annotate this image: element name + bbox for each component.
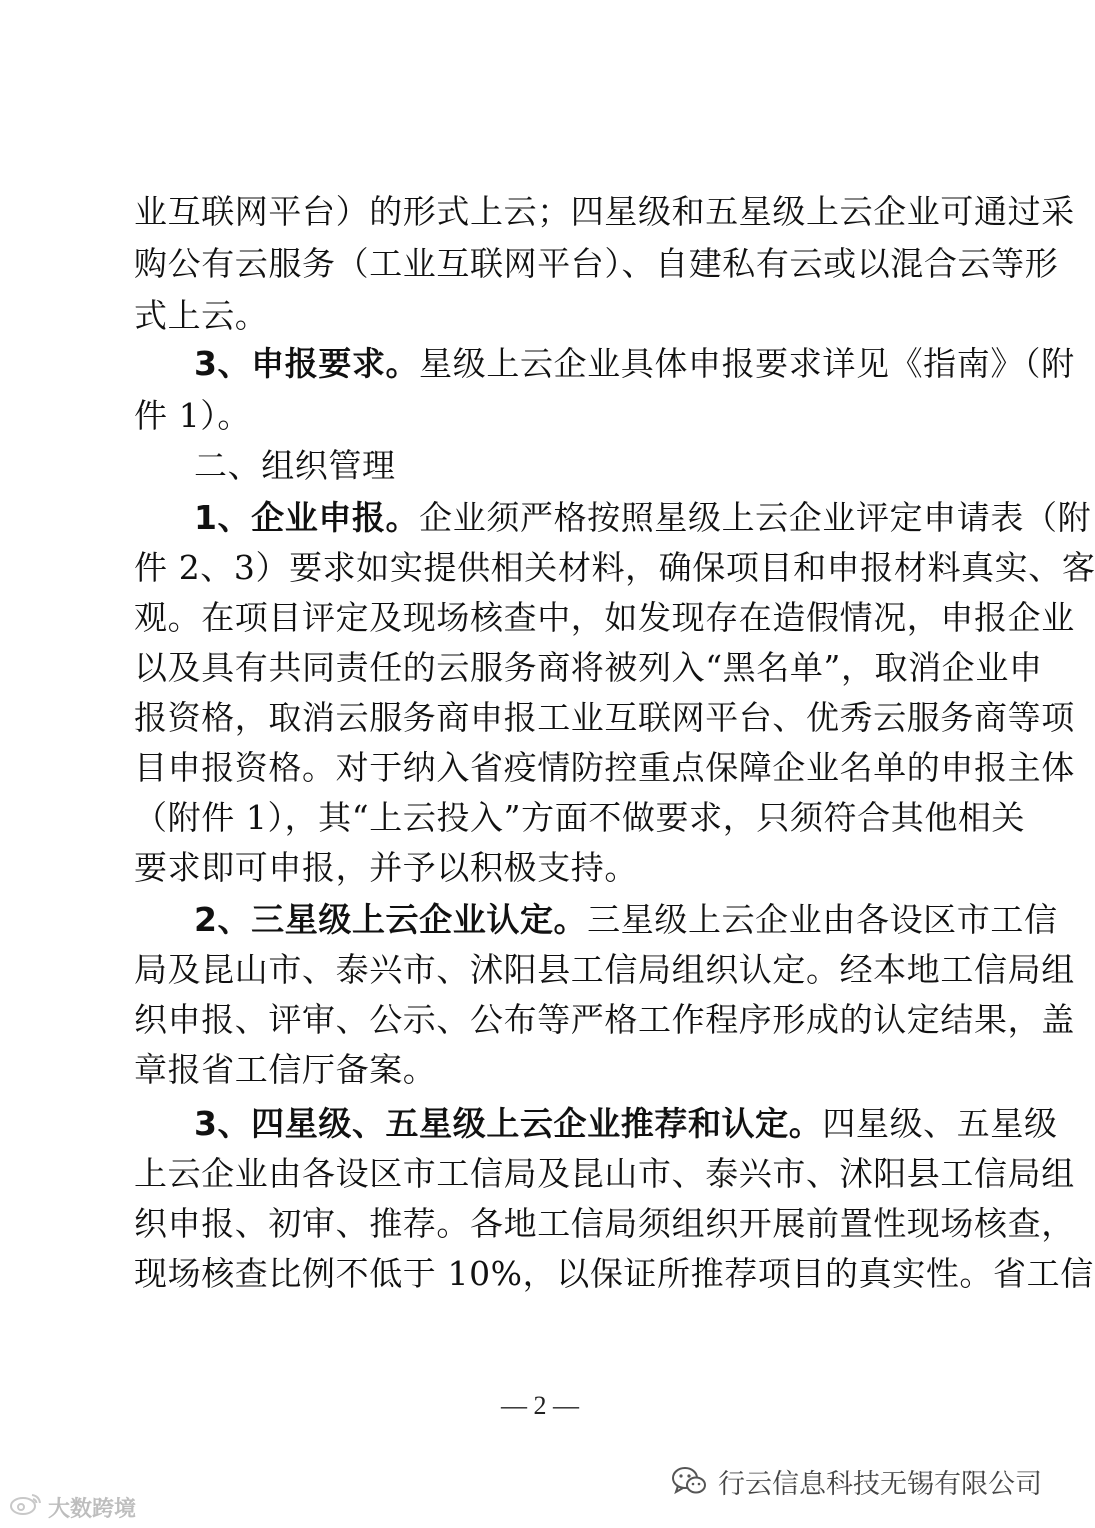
account-name: 行云信息科技无锡有限公司 [718,1468,1042,1500]
text-line: 织申报、初审、推荐。各地工信局须组织开展前置性现场核查， [134,1204,1075,1243]
source-watermark [8,1490,136,1524]
text-line: 件 1）。 [134,396,251,435]
text-line: 观。在项目评定及现场核查中，如发现存在造假情况，申报企业 [134,598,1075,637]
account-watermark [670,1458,1042,1504]
paragraph-heading-line: 3、申报要求。星级上云企业具体申报要求详见《指南》（附 [194,344,1075,383]
text-line: 购公有云服务（工业互联网平台）、自建私有云或以混合云等形 [134,244,1059,283]
bold-heading: 1、企业申报。 [194,498,420,537]
wechat-icon [670,1464,708,1498]
bold-heading: 3、申报要求。 [194,344,420,383]
text-line: 目申报资格。对于纳入省疫情防控重点保障企业名单的申报主体 [134,748,1075,787]
paragraph-heading-line: 3、四星级、五星级上云企业推荐和认定。四星级、五星级 [194,1104,1058,1143]
bold-heading: 2、三星级上云企业认定。 [194,900,588,939]
text-line: 局及昆山市、泰兴市、沭阳县工信局组织认定。经本地工信局组 [134,950,1075,989]
text-line: 现场核查比例不低于 10%，以保证所推荐项目的真实性。省工信 [134,1254,1094,1293]
text-line: 织申报、评审、公示、公布等严格工作程序形成的认定结果，盖 [134,1000,1075,1039]
weibo-icon [8,1491,44,1523]
source-text: 大数跨境 [48,1496,137,1522]
text-line: 业互联网平台）的形式上云；四星级和五星级上云企业可通过采 [134,192,1075,231]
text-line: 章报省工信厅备案。 [134,1050,437,1089]
page-number: — 2 — [501,1391,579,1420]
text-line: 报资格，取消云服务商申报工业互联网平台、优秀云服务商等项 [134,698,1075,737]
paragraph-heading-line: 2、三星级上云企业认定。三星级上云企业由各设区市工信 [194,900,1058,939]
text-line: 式上云。 [134,296,269,335]
text-line: 上云企业由各设区市工信局及昆山市、泰兴市、沭阳县工信局组 [134,1154,1075,1193]
text-line: （附件 1），其“上云投入”方面不做要求，只须符合其他相关 [134,798,1026,837]
section-heading: 二、组织管理 [194,446,396,485]
text-line: 要求即可申报，并予以积极支持。 [134,848,638,887]
bold-heading: 3、四星级、五星级上云企业推荐和认定。 [194,1104,823,1143]
paragraph-heading-line: 1、企业申报。企业须严格按照星级上云企业评定申请表（附 [194,498,1092,537]
text-line: 以及具有共同责任的云服务商将被列入“黑名单”，取消企业申 [134,648,1043,687]
text-line: 件 2、3）要求如实提供相关材料，确保项目和申报材料真实、客 [134,548,1095,587]
